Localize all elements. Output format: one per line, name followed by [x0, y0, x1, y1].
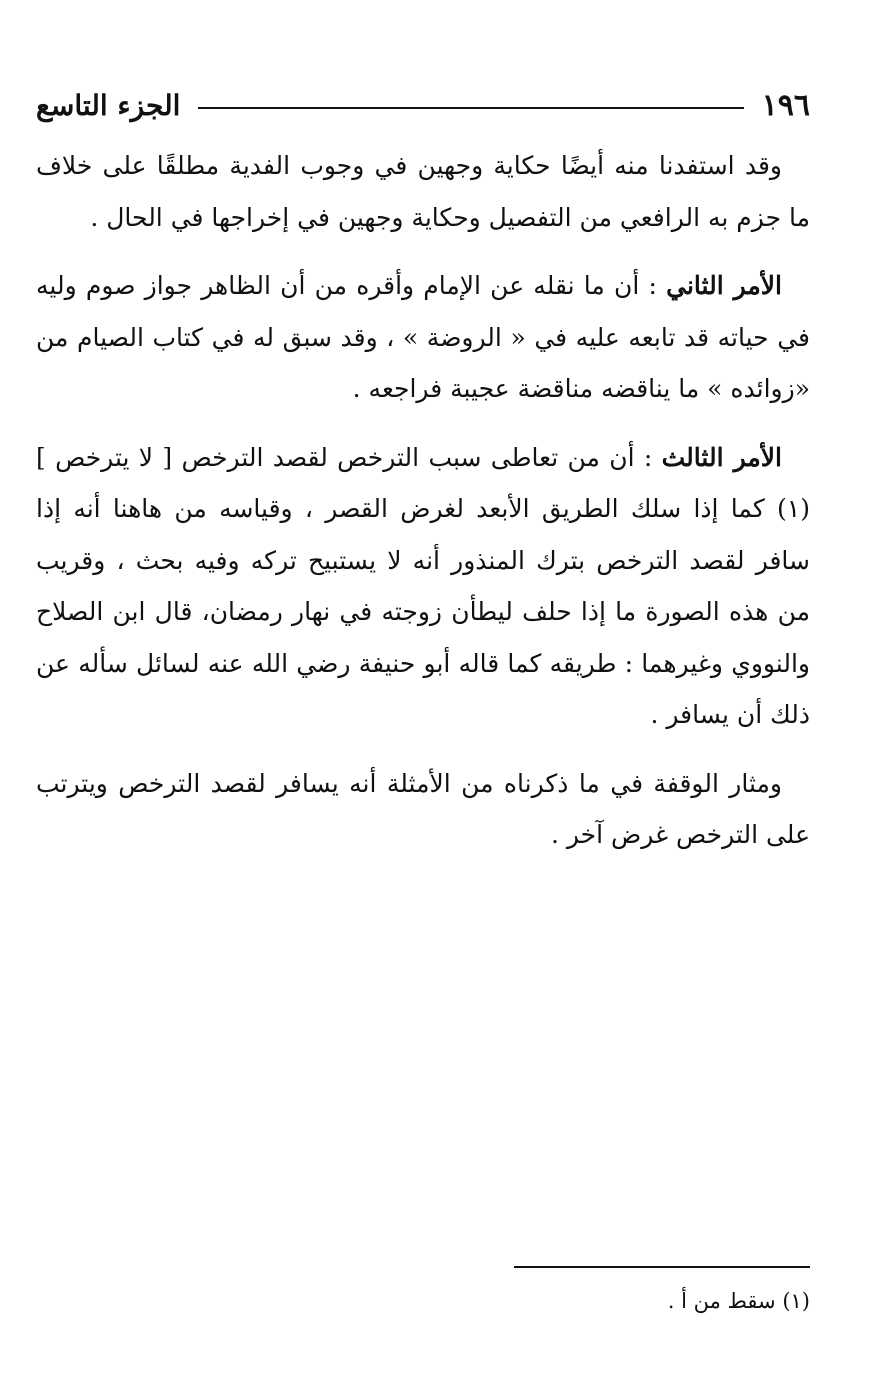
header-rule [198, 107, 743, 109]
paragraph-1 [36, 140, 810, 243]
paragraph-2 [36, 260, 810, 415]
page-number: ١٩٦ [761, 88, 810, 123]
footnote-rule [514, 1266, 810, 1268]
paragraph-lead: الأمر الثالث [661, 442, 782, 472]
page-header [36, 84, 810, 128]
paragraph-text: وقد استفدنا منه أيضًا حكاية وجهين في وجوب الفدية مطلقًا على خلاف ما جزم به الرافعي من التفصيل وحكاية وجهين في إخراجها في الحال . [36, 151, 810, 232]
paragraph-text: ومثار الوقفة في ما ذكرناه من الأمثلة أنه يسافر لقصد الترخص ويترتب على الترخص غرض آخر . [36, 768, 810, 849]
paragraph-text: : أن من تعاطى سبب الترخص لقصد الترخص [ لا يترخص ] (١) كما إذا سلك الطريق الأبعد لغرض القصر ، وقياسه من هاهنا أنه إذا سافر لقصد الترخص بترك المنذور أنه لا يستبيح تركه وفيه بحث ، وقريب من هذه الصورة ما إذا حلف ليطأن زوجته في نهار رمضان، قال ابن الصلاح والنووي وغيرهما : طريقه كما قاله أبو حنيفة رضي الله عنه لسائل سأله عن ذلك أن يسافر . [36, 442, 810, 729]
paragraph-3 [36, 432, 810, 741]
footnote: (١) سقط من أ . [667, 1289, 810, 1313]
paragraph-4 [36, 758, 810, 861]
running-title: الجزء التاسع [36, 89, 181, 122]
paragraph-lead: الأمر الثاني [666, 271, 782, 300]
paragraph-text: : أن ما نقله عن الإمام وأقره من أن الظاهر جواز صوم وليه في حياته قد تابعه عليه في « الروضة » ، وقد سبق له في كتاب الصيام من «زوائده » ما يناقضه مناقضة عجيبة فراجعه . [36, 271, 810, 403]
body-text [36, 140, 810, 878]
